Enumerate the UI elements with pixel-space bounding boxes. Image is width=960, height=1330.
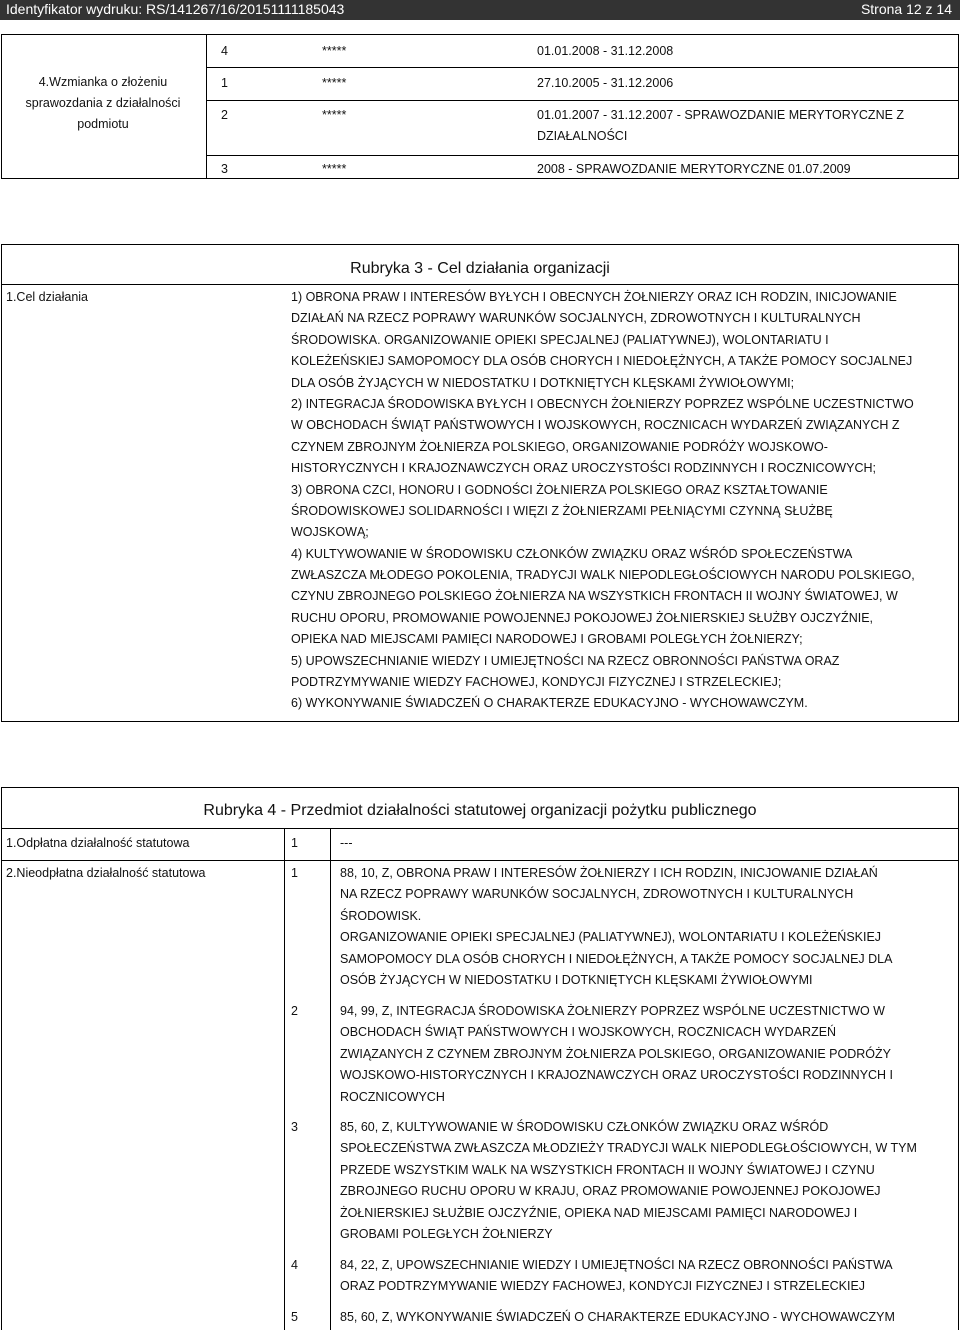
row-number: 3 [221,162,228,176]
masked-value: ***** [322,44,347,58]
masked-value: ***** [322,162,347,176]
item-text: 85, 60, Z, WYKONYWANIE ŚWIADCZEŃ O CHARAKTERZE EDUKACYJNO - WYCHOWAWCZYM [340,1310,895,1324]
row-number: 2 [291,1004,298,1018]
print-identifier: Identyfikator wydruku: RS/141267/16/20151111185043 [6,1,345,17]
row-number: 4 [291,1258,298,1272]
page-number: Strona 12 z 14 [860,1,952,17]
wzmianka-label: 4.Wzmianka o złożeniu sprawozdania z działalności podmiotu [25,75,181,131]
period-text: 27.10.2005 - 31.12.2006 [537,76,674,90]
item-text: 84, 22, Z, UPOWSZECHNIANIE WIEDZY I UMIEJĘTNOŚCI NA RZECZ OBRONNOŚCI PAŃSTWA ORAZ PODTRZYMYWANIE WIEDZY FACHOWEJ, KONDYCJI FIZYCZNEJ I STRZELECKIEJ [340,1258,893,1294]
print-header [0,0,960,20]
row-number: 2 [221,108,228,122]
cel-dzialania-label: 1.Cel działania [6,290,88,304]
period-text: 01.01.2007 - 31.12.2007 - SPRAWOZDANIE MERYTORYCZNE Z [537,108,905,122]
masked-value: ***** [322,108,347,122]
row-number: 1 [221,76,228,90]
masked-value: ***** [322,76,347,90]
row-number: 4 [221,44,228,58]
period-text: 01.01.2008 - 31.12.2008 [537,44,674,58]
period-text: DZIAŁALNOŚCI [537,129,628,143]
row-number: 5 [291,1310,298,1324]
period-text: 2008 - SPRAWOZDANIE MERYTORYCZNE 01.07.2009 [537,162,851,176]
row-number: 3 [291,1120,298,1134]
row-number: 1 [291,866,298,880]
item-text: 85, 60, Z, KULTYWOWANIE W ŚRODOWISKU CZŁONKÓW ZWIĄZKU ORAZ WŚRÓD SPOŁECZEŃSTWA ZWŁASZCZA MŁODZIEŻY TRADYCJI WALK NIEPODLEGŁOŚCIOWYCH, W TYM PRZEDE WSZYSTKIM WALK NA WSZYSTKICH FRONTACH II WOJNY ŚWIATOWEJ I CZYNU ZBROJNEGO RUCHU OPORU W KRAJU, ORAZ PROMOWANIE POWOJENNEJ POKOJOWEJ ŻOŁNIERSKIEJ SŁUŻBIE OJCZYŹNIE, OPIEKA NAD MIEJSCAMI PAMIĘCI NARODOWEJ I GROBAMI POLEGŁYCH ŻOŁNIERZY [340,1120,917,1241]
rubryka4-title: Rubryka 4 - Przedmiot działalności statutowej organizacji pożytku publicznego [203,802,757,819]
item-text: 94, 99, Z, INTEGRACJA ŚRODOWISKA ŻOŁNIERZY POPRZEZ WSPÓLNE UCZESTNICTWO W OBCHODACH ŚWIĄT PAŃSTWOWYCH I WOJSKOWYCH, ROCZNICACH WYDARZEŃ ZWIĄZANYCH Z CZYNEM ZBROJNYM ŻOŁNIERZA POLSKIEGO, ORGANIZOWANIE PODRÓŻY WOJSKOWO-HISTORYCZNYCH I KRAJOZNAWCZYCH ORAZ UROCZYSTOŚCI RODZINNYCH I ROCZNICOWYCH [340,1004,894,1104]
odplatna-value: --- [340,836,353,850]
item-text: 88, 10, Z, OBRONA PRAW I INTERESÓW ŻOŁNIERZY I ICH RODZIN, INICJOWANIE DZIAŁAŃ NA RZECZ POPRAWY WARUNKÓW SOCJALNYCH, ZDROWOTNYCH I KULTURALNYCH ŚRODOWISK. ORGANIZOWANIE OPIEKI SPECJALNEJ (PALIATYWNEJ), WOLONTARIATU I KOLEŻEŃSKIEJ SAMOPOMOCY DLA OSÓB CHORYCH I NIEDOŁĘŻNYCH, A TAKŻE POMOCY SOCJALNEJ DLA OSÓB ŻYJĄCYCH W NIEDOSTATKU I DOTKNIĘTYCH KLĘSKAMI ŻYWIOŁOWYMI [340,866,893,987]
row-number: 1 [291,836,298,850]
nieodplatna-label: 2.Nieodpłatna działalność statutowa [6,866,206,880]
cel-dzialania-text: 1) OBRONA PRAW I INTERESÓW BYŁYCH I OBECNYCH ŻOŁNIERZY ORAZ ICH RODZIN, INICJOWANIE DZIAŁAŃ NA RZECZ POPRAWY WARUNKÓW SOCJALNYCH, ZDROWOTNYCH I KULTURALNYCH ŚRODOWISKA. ORGANIZOWANIE OPIEKI SPECJALNEJ (PALIATYWNEJ), WOLONTARIATU I KOLEŻEŃSKIEJ SAMOPOMOCY DLA OSÓB CHORYCH I NIEDOŁĘŻNYCH, A TAKŻE POMOCY SOCJALNEJ DLA OSÓB ŻYJĄCYCH W NIEDOSTATKU I DOTKNIĘTYCH KLĘSKAMI ŻYWIOŁOWYMI; 2) INTEGRACJA ŚRODOWISKA BYŁYCH I OBECNYCH ŻOŁNIERZY POPRZEZ WSPÓLNE UCZESTNICTWO W OBCHODACH ŚWIĄT PAŃSTWOWYCH I WOJSKOWYCH, ROCZNICACH WYDARZEŃ ZWIĄZANYCH Z CZYNEM ZBROJNYM ŻOŁNIERZA POLSKIEGO, ORGANIZOWANIE PODRÓŻY WOJSKOWO- HISTORYCZNYCH I KRAJOZNAWCZYCH ORAZ UROCZYSTOŚCI RODZINNYCH I ROCZNICOWYCH; 3) OBRONA CZCI, HONORU I GODNOŚCI ŻOŁNIERZA POLSKIEGO ORAZ KSZTAŁTOWANIE ŚRODOWISKOWEJ SOLIDARNOŚCI I WIĘZI Z ŻOŁNIERZAMI PEŁNIĄCYMI CZYNNĄ SŁUŻBĘ WOJSKOWĄ; 4) KULTYWOWANIE W ŚRODOWISKU CZŁONKÓW ZWIĄZKU ORAZ WŚRÓD SPOŁECZEŃSTWA ZWŁASZCZA MŁODEGO POKOLENIA, TRADYCJI WALK NIEPODLEGŁOŚCIOWYCH NARODU POLSKIEGO, CZYNU ZBROJNEGO POLSKIEGO ŻOŁNIERZA NA WSZYSTKICH FRONTACH II WOJNY ŚWIATOWEJ, W RUCHU OPORU, PROMOWANIE POWOJENNEJ POKOJOWEJ ŻOŁNIERSKIEJ SŁUŻBY OJCZYŹNIE, OPIEKA NAD MIEJSCAMI PAMIĘCI NARODOWEJ I GROBAMI POLEGŁYCH ŻOŁNIERZY; 5) UPOWSZECHNIANIE WIEDZY I UMIEJĘTNOŚCI NA RZECZ OBRONNOŚCI PAŃSTWA ORAZ PODTRZYMYWANIE WIEDZY FACHOWEJ, KONDYCJI FIZYCZNEJ I STRZELECKIEJ; 6) WYKONYWANIE ŚWIADCZEŃ O CHARAKTERZE EDUKACYJNO - WYCHOWAWCZYM. [291,290,915,711]
odplatna-label: 1.Odpłatna działalność statutowa [6,836,190,850]
rubryka3-title: Rubryka 3 - Cel działania organizacji [350,260,610,277]
